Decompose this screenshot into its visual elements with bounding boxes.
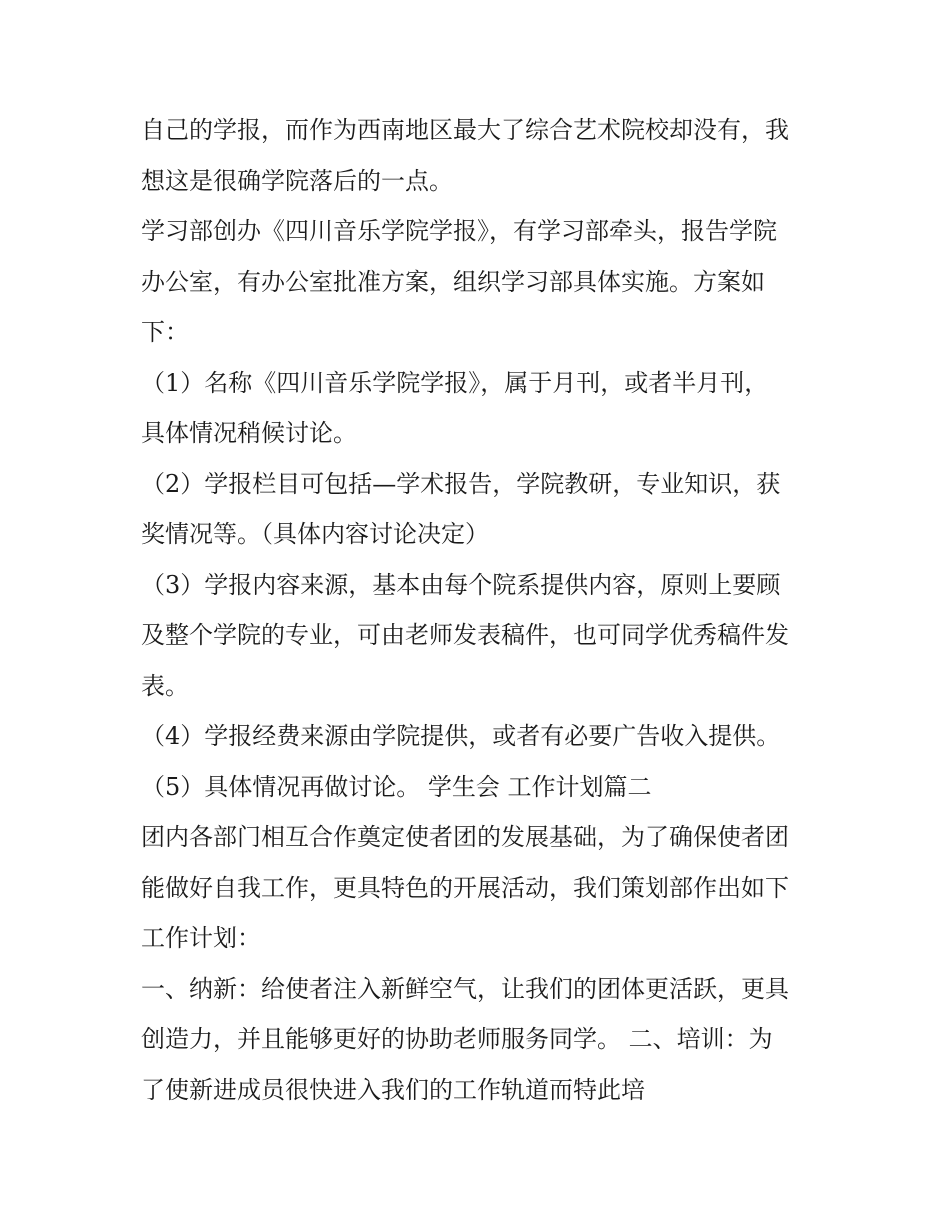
text-line-3: 学习部创办《四川音乐学院学报》，有学习部牵头，报告学院 bbox=[141, 217, 777, 245]
text-line-11: 及整个学院的专业，可由老师发表稿件，也可同学优秀稿件发 bbox=[141, 621, 789, 649]
text-line-2: 想这是很确学院落后的一点。 bbox=[141, 166, 453, 195]
text-line-13: （4）学报经费来源由学院提供，或者有必要广告收入提供。 bbox=[141, 722, 781, 750]
text-line-6: （1）名称《四川音乐学院学报》，属于月刊，或者半月刊， bbox=[141, 368, 769, 397]
text-line-5: 下： bbox=[141, 318, 189, 346]
text-line-10: （3）学报内容来源，基本由每个院系提供内容，原则上要顾 bbox=[141, 570, 781, 599]
text-line-7: 具体情况稍候讨论。 bbox=[141, 419, 357, 447]
text-line-18: 一、纳新：给使者注入新鲜空气，让我们的团体更活跃，更具 bbox=[141, 974, 789, 1003]
text-line-1: 自己的学报，而作为西南地区最大了综合艺术院校却没有，我 bbox=[141, 116, 789, 144]
text-line-17: 工作计划： bbox=[141, 924, 261, 952]
text-line-12: 表。 bbox=[141, 671, 189, 700]
text-line-8: （2）学报栏目可包括—学术报告，学院教研，专业知识，获 bbox=[141, 469, 781, 498]
text-line-16: 能做好自我工作，更具特色的开展活动，我们策划部作出如下 bbox=[141, 873, 789, 902]
text-line-19: 创造力，并且能够更好的协助老师服务同学。 二、培训：为 bbox=[141, 1025, 773, 1053]
text-line-9: 奖情况等。（具体内容讨论决定） bbox=[141, 520, 489, 548]
text-line-20: 了使新进成员很快进入我们的工作轨道而特此培 bbox=[141, 1075, 645, 1104]
body-text bbox=[141, 105, 821, 1115]
text-line-14: （5）具体情况再做讨论。 学生会 工作计划篇二 bbox=[141, 772, 652, 801]
text-line-15: 团内各部门相互合作奠定使者团的发展基础，为了确保使者团 bbox=[141, 823, 789, 851]
text-line-4: 办公室，有办公室批准方案，组织学习部具体实施。方案如 bbox=[141, 267, 765, 296]
